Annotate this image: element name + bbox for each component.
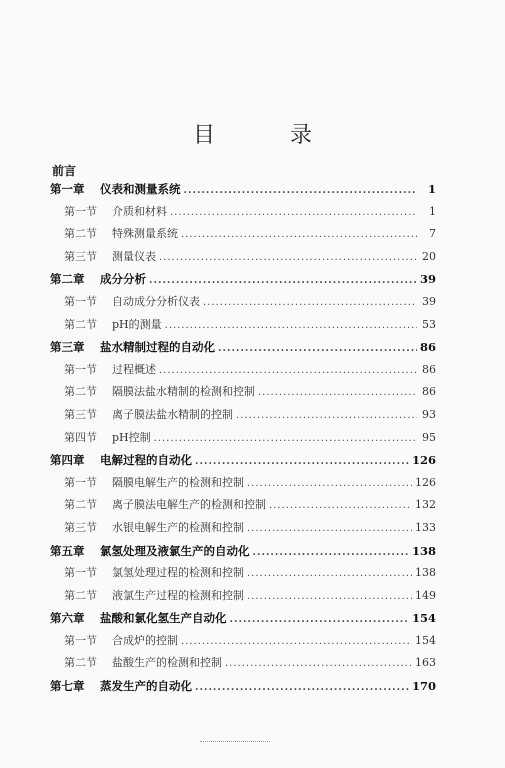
toc-entry-title: 仪表和测量系统 <box>100 182 181 196</box>
toc-entry-page: 53 <box>422 317 436 331</box>
toc-entry-title: 成分分析 <box>100 272 146 287</box>
toc-entry-page: 39 <box>419 272 436 287</box>
toc-section-row <box>50 246 436 269</box>
dot-leader <box>253 542 409 565</box>
dot-leader <box>159 247 417 270</box>
toc-entry-title: 盐酸生产的检测和控制 <box>112 656 222 670</box>
toc-entry-page: 163 <box>415 656 436 670</box>
toc-entry-title: 盐酸和氯化氢生产自动化 <box>100 611 227 626</box>
toc-section-row <box>50 585 436 608</box>
toc-entry-number: 第二节 <box>64 656 97 670</box>
toc-entry-number: 第四章 <box>50 453 85 468</box>
toc-entry-number: 第六章 <box>50 611 85 626</box>
toc-entry-page: 154 <box>415 633 436 647</box>
toc-entry-page: 170 <box>411 679 436 694</box>
dot-leader <box>247 563 412 586</box>
toc-entry-title: pH的测量 <box>112 317 162 331</box>
toc-entry-title: 过程概述 <box>112 362 156 376</box>
toc-entry-page: 93 <box>422 407 436 421</box>
toc-entry-page: 1 <box>429 204 436 218</box>
toc-entry-number: 第二节 <box>64 227 97 241</box>
footer-mark <box>200 741 270 745</box>
dot-leader <box>225 653 412 676</box>
toc-entry-page: 1 <box>427 182 436 196</box>
toc-chapter-row <box>50 449 436 472</box>
toc-entry-number: 第一节 <box>64 566 97 580</box>
toc-section-row <box>50 359 436 382</box>
dot-leader <box>218 338 417 361</box>
toc-entry-number: 第三节 <box>64 249 97 263</box>
preface-entry: 前言 <box>52 164 77 178</box>
dot-leader <box>184 180 418 203</box>
toc-entry-page: 86 <box>422 385 436 399</box>
dot-leader <box>269 495 412 518</box>
toc-section-row <box>50 427 436 450</box>
toc-section-row <box>50 404 436 427</box>
toc-section-row <box>50 630 436 653</box>
toc-entry-number: 第二节 <box>64 385 97 399</box>
dot-leader <box>195 677 409 700</box>
toc-entry-title: 氯氢处理过程的检测和控制 <box>112 566 244 580</box>
dot-leader <box>247 518 412 541</box>
toc-chapter-row <box>50 268 436 291</box>
toc-entry-number: 第二节 <box>64 588 97 602</box>
toc-section-row <box>50 494 436 517</box>
toc-section-row <box>50 517 436 540</box>
toc-entry-number: 第一节 <box>64 294 97 308</box>
dot-leader <box>181 224 417 247</box>
toc-chapter-row <box>50 675 436 698</box>
toc-entry-title: 离子膜法盐水精制的控制 <box>112 407 233 421</box>
table-of-contents <box>50 178 436 698</box>
toc-chapter-row <box>50 178 436 201</box>
toc-entry-title: 盐水精制过程的自动化 <box>100 340 215 355</box>
toc-entry-number: 第一章 <box>50 182 85 196</box>
toc-entry-page: 86 <box>419 340 436 355</box>
toc-entry-title: 特殊测量系统 <box>112 227 178 241</box>
toc-entry-title: 自动成分分析仪表 <box>112 294 200 308</box>
toc-section-row <box>50 314 436 337</box>
toc-entry-page: 154 <box>411 611 436 626</box>
toc-entry-page: 126 <box>415 475 436 489</box>
toc-entry-number: 第一节 <box>64 633 97 647</box>
toc-section-row <box>50 381 436 404</box>
dot-leader <box>159 360 417 383</box>
dot-leader <box>247 586 412 609</box>
toc-chapter-row <box>50 540 436 563</box>
dot-leader <box>247 473 412 496</box>
toc-entry-number: 第五章 <box>50 543 85 558</box>
dot-leader <box>195 451 409 474</box>
dot-leader <box>170 202 417 225</box>
toc-entry-number: 第三章 <box>50 340 85 355</box>
toc-entry-title: 水银电解生产的检测和控制 <box>112 520 244 534</box>
toc-entry-number: 第二节 <box>64 498 97 512</box>
dot-leader <box>181 631 412 654</box>
toc-entry-number: 第二章 <box>50 272 85 287</box>
dot-leader <box>149 270 417 293</box>
toc-section-row <box>50 652 436 675</box>
toc-entry-page: 133 <box>415 520 436 534</box>
toc-entry-page: 138 <box>411 543 436 558</box>
toc-section-row <box>50 291 436 314</box>
toc-section-row <box>50 472 436 495</box>
toc-entry-page: 138 <box>415 566 436 580</box>
toc-entry-title: 蒸发生产的自动化 <box>100 679 192 694</box>
toc-entry-number: 第四节 <box>64 430 97 444</box>
toc-chapter-row <box>50 607 436 630</box>
toc-section-row <box>50 562 436 585</box>
toc-entry-number: 第三节 <box>64 407 97 421</box>
toc-entry-number: 第一节 <box>64 362 97 376</box>
dot-leader <box>203 292 417 315</box>
toc-entry-page: 126 <box>411 453 436 468</box>
toc-entry-title: 电解过程的自动化 <box>100 453 192 468</box>
dot-leader <box>230 609 409 632</box>
toc-entry-title: 离子膜法电解生产的检测和控制 <box>112 498 266 512</box>
dot-leader <box>258 382 417 405</box>
toc-entry-page: 20 <box>422 249 436 263</box>
toc-entry-title: 液氯生产过程的检测和控制 <box>112 588 244 602</box>
toc-section-row <box>50 201 436 224</box>
toc-entry-page: 7 <box>429 227 436 241</box>
toc-entry-title: 隔膜电解生产的检测和控制 <box>112 475 244 489</box>
dot-leader <box>165 315 417 338</box>
page-title: 目 录 <box>193 123 346 148</box>
toc-entry-page: 132 <box>415 498 436 512</box>
toc-chapter-row <box>50 336 436 359</box>
toc-entry-title: 氯氢处理及液氯生产的自动化 <box>100 543 250 558</box>
toc-entry-title: 介质和材料 <box>112 204 167 218</box>
toc-entry-title: 测量仪表 <box>112 249 156 263</box>
toc-section-row <box>50 223 436 246</box>
dot-leader <box>154 428 417 451</box>
toc-entry-number: 第二节 <box>64 317 97 331</box>
toc-entry-number: 第七章 <box>50 679 85 694</box>
toc-entry-title: pH控制 <box>112 430 151 444</box>
toc-entry-title: 隔膜法盐水精制的检测和控制 <box>112 385 255 399</box>
toc-entry-page: 86 <box>422 362 436 376</box>
toc-entry-number: 第一节 <box>64 204 97 218</box>
toc-entry-number: 第三节 <box>64 520 97 534</box>
toc-entry-page: 95 <box>422 430 436 444</box>
toc-entry-number: 第一节 <box>64 475 97 489</box>
toc-entry-title: 合成炉的控制 <box>112 633 178 647</box>
dot-leader <box>236 405 417 428</box>
toc-entry-page: 149 <box>415 588 436 602</box>
toc-entry-page: 39 <box>422 294 436 308</box>
